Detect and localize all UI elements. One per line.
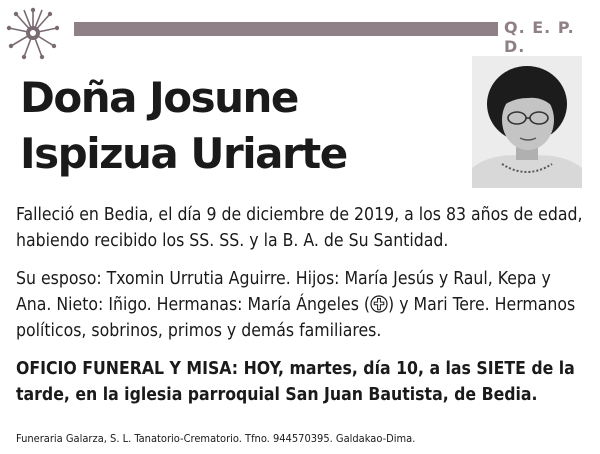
family-text-part-2: ) y Mari Tere. Hermanos políticos, sobrinos, primos y demás familiares.	[16, 295, 576, 341]
family-paragraph	[16, 266, 584, 344]
deceased-cross-icon	[370, 295, 388, 313]
portrait-icon	[472, 56, 582, 188]
header-band	[74, 22, 498, 36]
floral-emblem-icon	[6, 6, 60, 60]
family-text-part-1: Su esposo: Txomin Urrutia Aguirre. Hijos: María Jesús y Raul, Kepa y Ana. Nieto: Iñigo. Hermanas: María Ángeles (	[16, 269, 551, 315]
qepd-label: Q. E. P. D.	[504, 18, 575, 56]
deceased-photo	[472, 56, 582, 188]
deceased-name	[20, 70, 347, 182]
name-line-1: Doña Josune	[20, 73, 298, 122]
name-line-2: Ispizua Uriarte	[20, 129, 347, 178]
funeral-home-footer: Funeraria Galarza, S. L. Tanatorio-Crematorio. Tfno. 944570395. Galdakao-Dima.	[16, 432, 416, 445]
death-notice-paragraph: Falleció en Bedia, el día 9 de diciembre de 2019, a los 83 años de edad, habiendo recibido los SS. SS. y la B. A. de Su Santidad.	[16, 205, 583, 251]
funeral-service-paragraph: OFICIO FUNERAL Y MISA: HOY, martes, día 10, a las SIETE de la tarde, en la iglesia parroquial San Juan Bautista, de Bedia.	[16, 359, 575, 405]
